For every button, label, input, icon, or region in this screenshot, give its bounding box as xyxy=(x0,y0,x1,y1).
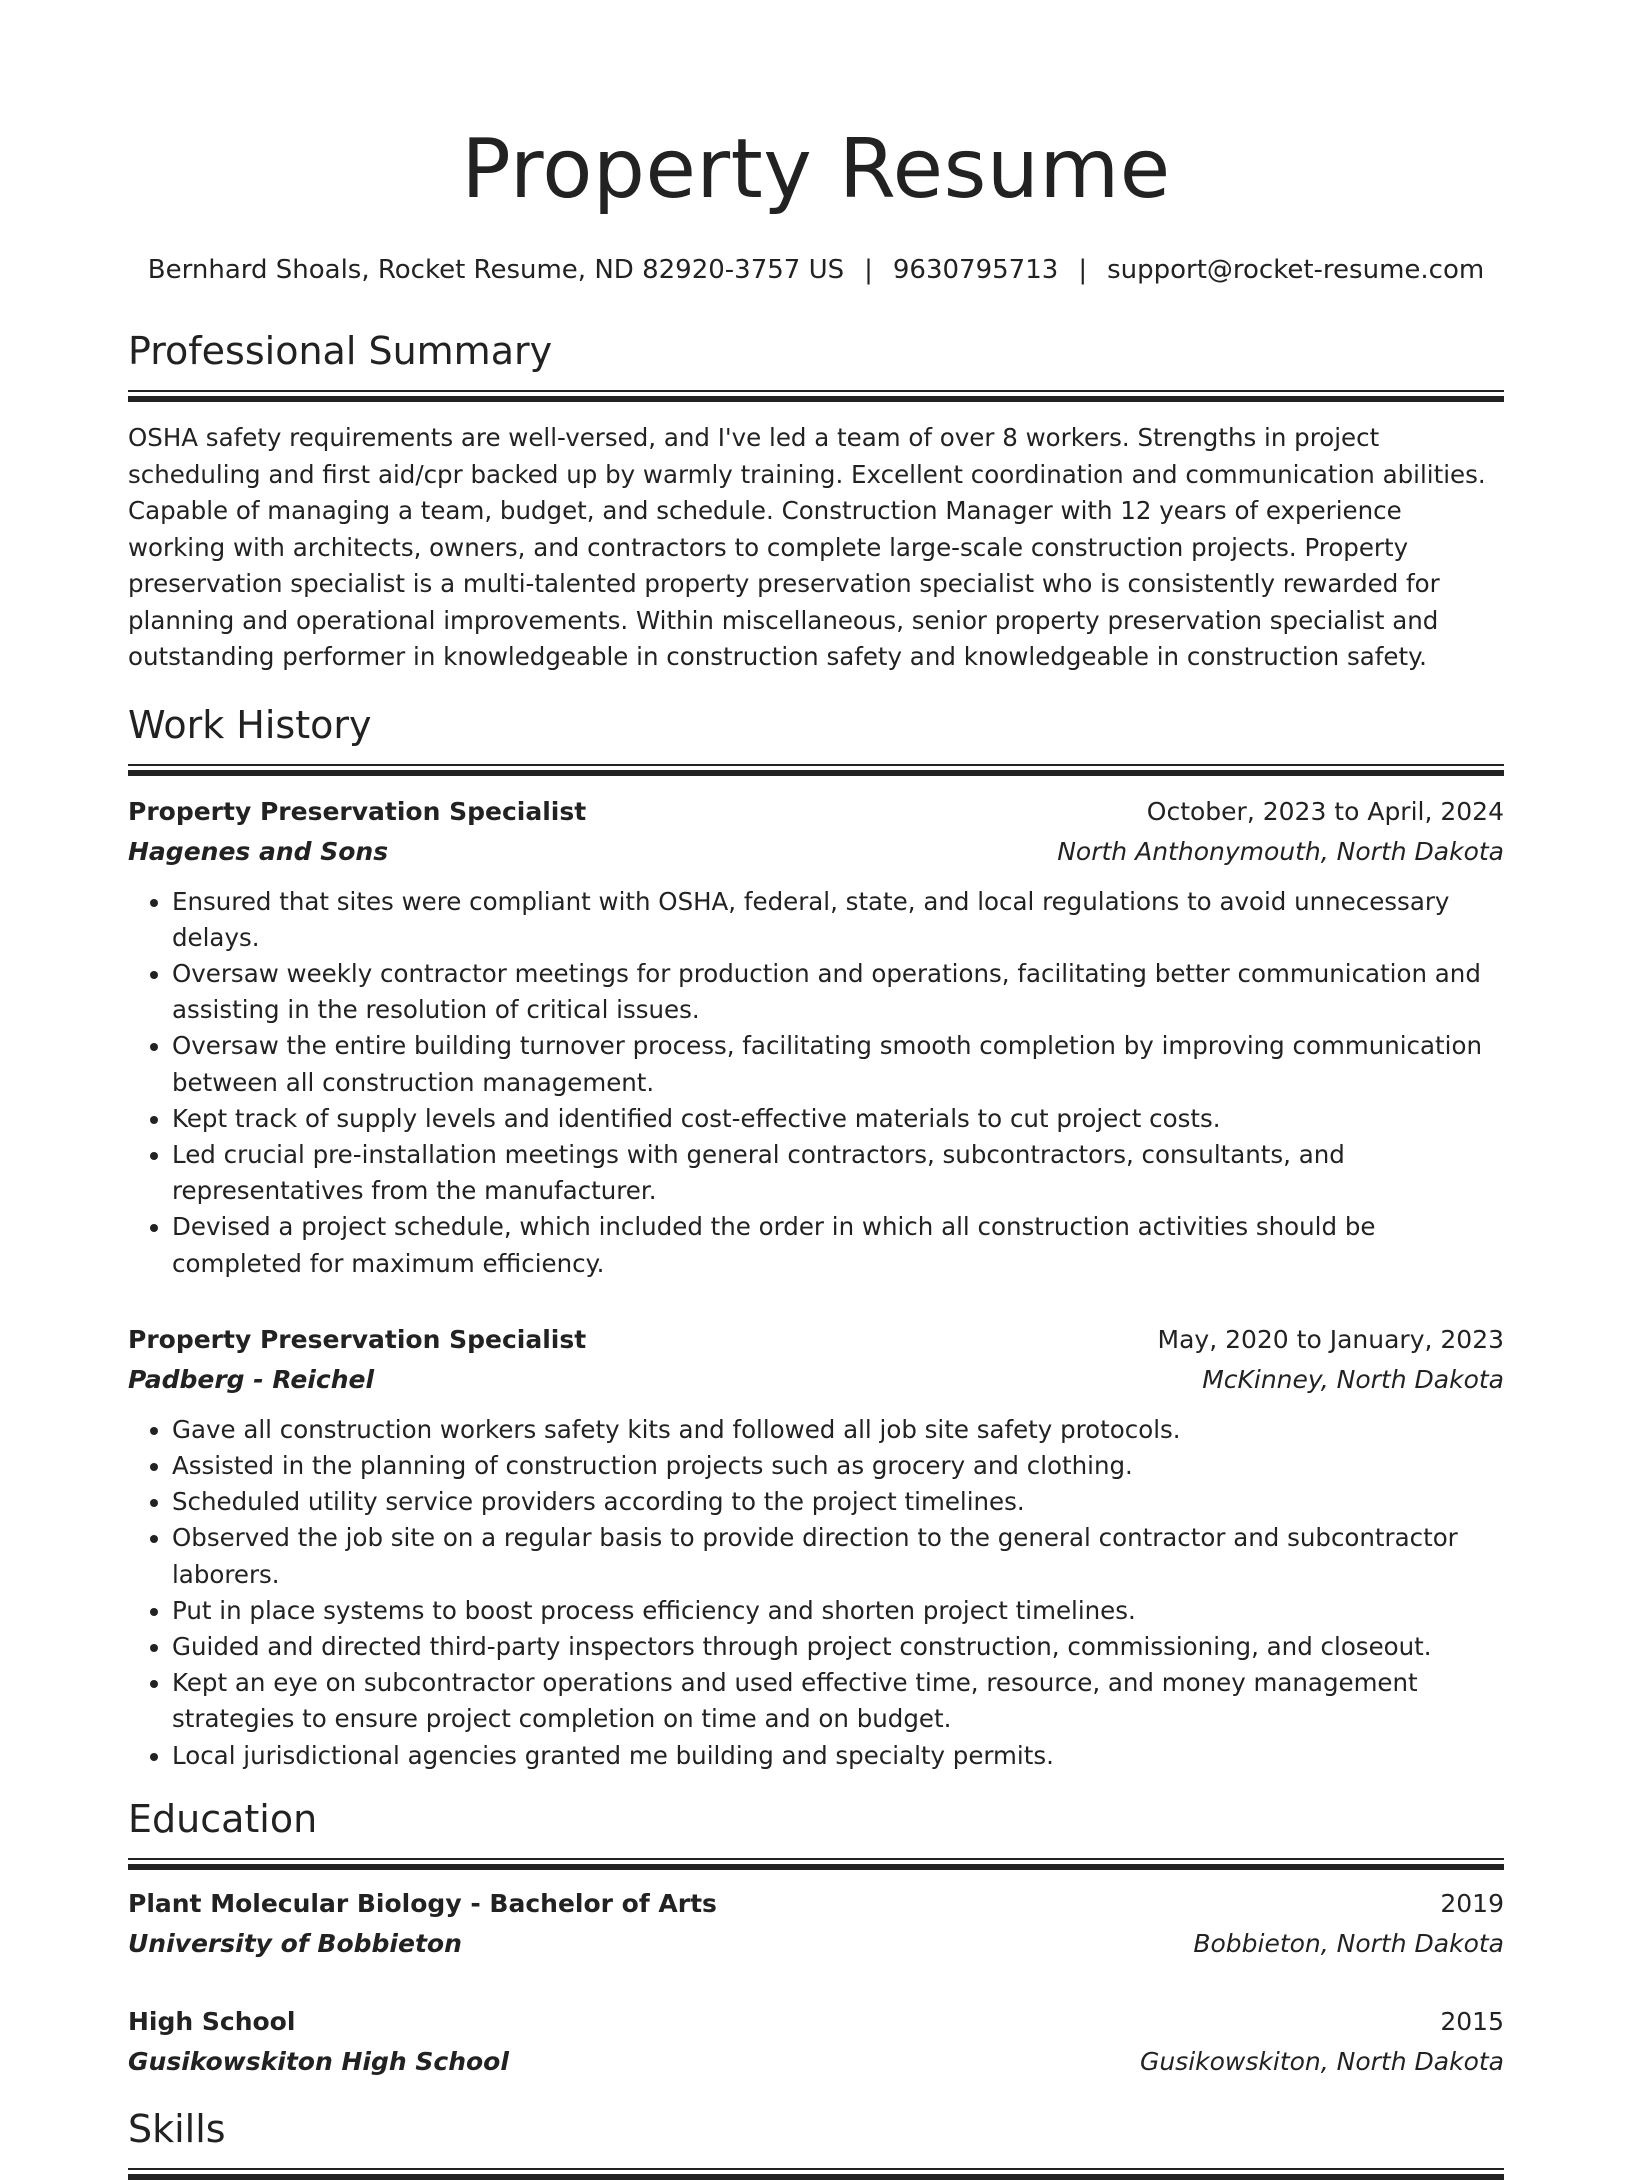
job-company: Padberg - Reichel xyxy=(128,1364,375,1394)
job-location: McKinney, North Dakota xyxy=(1202,1364,1504,1394)
education-location: Bobbieton, North Dakota xyxy=(1193,1928,1504,1958)
job-title: Property Preservation Specialist xyxy=(128,796,587,826)
job-duty: • Ensured that sites were compliant with OSHA, federal, state, and local regulations to avoid unnecessary delays. xyxy=(172,884,1504,956)
work-history-heading: Work History xyxy=(128,702,372,747)
education-location: Gusikowskiton, North Dakota xyxy=(1139,2046,1504,2076)
summary-text: OSHA safety requirements are well-versed, and I've led a team of over 8 workers. Strengths in project scheduling and first aid/cpr backed up by warmly training. Excellent coordination and communication abilities. Capable of managing a team, budget, and schedule. Construction Manager with 12 years of experience working with architects, owners, and contractors to complete large-scale construction projects. Property preservation specialist is a multi-talented property preservation specialist who is consistently rewarded for planning and operational improvements. Within miscellaneous, senior property preservation specialist and outstanding performer in knowledgeable in construction safety and knowledgeable in construction safety. xyxy=(128,423,1486,671)
summary-heading: Professional Summary xyxy=(128,329,553,373)
job-duty: • Local jurisdictional agencies granted me building and specialty permits. xyxy=(172,1738,1504,1774)
job-duty: • Gave all construction workers safety kits and followed all job site safety protocols. xyxy=(172,1412,1504,1448)
job-duty: • Led crucial pre-installation meetings with general contractors, subcontractors, consultants, and representatives from the manufacturer. xyxy=(172,1137,1504,1209)
job-duty: • Guided and directed third-party inspectors through project construction, commissioning, and closeout. xyxy=(172,1629,1504,1665)
contact-line xyxy=(128,252,1504,288)
skills-section xyxy=(128,2104,1504,2180)
job-location: North Anthonymouth, North Dakota xyxy=(1057,836,1504,866)
job-duties-list xyxy=(128,1412,1504,1774)
education-degree: High School xyxy=(128,2006,296,2036)
work-history-section xyxy=(128,700,1504,1774)
job-dates: October, 2023 to April, 2024 xyxy=(1146,796,1504,826)
job-duty: • Put in place systems to boost process efficiency and shorten project timelines. xyxy=(172,1593,1504,1629)
job-title: Property Preservation Specialist xyxy=(128,1324,587,1354)
section-divider xyxy=(128,2168,1504,2180)
job-entry xyxy=(128,1320,1504,1774)
job-entry xyxy=(128,792,1504,1282)
job-duty: • Devised a project schedule, which included the order in which all construction activities should be completed for maximum efficiency. xyxy=(172,1209,1504,1281)
section-divider xyxy=(128,764,1504,776)
summary-section xyxy=(128,326,1504,676)
contact-separator: | xyxy=(864,255,873,285)
job-duty: • Oversaw weekly contractor meetings for production and operations, facilitating better communication and assisting in the resolution of critical issues. xyxy=(172,956,1504,1028)
job-company: Hagenes and Sons xyxy=(128,836,389,866)
education-year: 2019 xyxy=(1440,1888,1504,1918)
job-duty: • Assisted in the planning of construction projects such as grocery and clothing. xyxy=(172,1448,1504,1484)
education-entry xyxy=(128,2002,1504,2082)
section-divider xyxy=(128,390,1504,402)
contact-address: Bernhard Shoals, Rocket Resume, ND 82920-3757 US xyxy=(147,255,845,285)
resume-title: Property Resume xyxy=(461,122,1171,217)
contact-separator: | xyxy=(1078,255,1088,285)
job-duty: • Scheduled utility service providers according to the project timelines. xyxy=(172,1484,1504,1520)
contact-phone: 9630795713 xyxy=(892,255,1059,285)
job-dates: May, 2020 to January, 2023 xyxy=(1157,1324,1504,1354)
education-year: 2015 xyxy=(1440,2006,1504,2036)
job-duty: • Oversaw the entire building turnover process, facilitating smooth completion by improving communication between all construction management. xyxy=(172,1028,1504,1100)
job-duties-list xyxy=(128,884,1504,1282)
job-duty: • Observed the job site on a regular basis to provide direction to the general contractor and subcontractor laborers. xyxy=(172,1520,1504,1592)
contact-email: support@rocket-resume.com xyxy=(1107,255,1485,285)
education-entry xyxy=(128,1884,1504,1964)
job-duty: • Kept an eye on subcontractor operations and used effective time, resource, and money management strategies to ensure project completion on time and on budget. xyxy=(172,1665,1504,1737)
education-heading: Education xyxy=(128,1796,318,1841)
education-school: University of Bobbieton xyxy=(128,1928,462,1958)
section-divider xyxy=(128,1858,1504,1870)
skills-heading: Skills xyxy=(128,2106,226,2151)
job-duty: • Kept track of supply levels and identified cost-effective materials to cut project costs. xyxy=(172,1101,1504,1137)
education-degree: Plant Molecular Biology - Bachelor of Arts xyxy=(128,1888,717,1918)
education-school: Gusikowskiton High School xyxy=(128,2046,509,2076)
education-section xyxy=(128,1794,1504,2082)
